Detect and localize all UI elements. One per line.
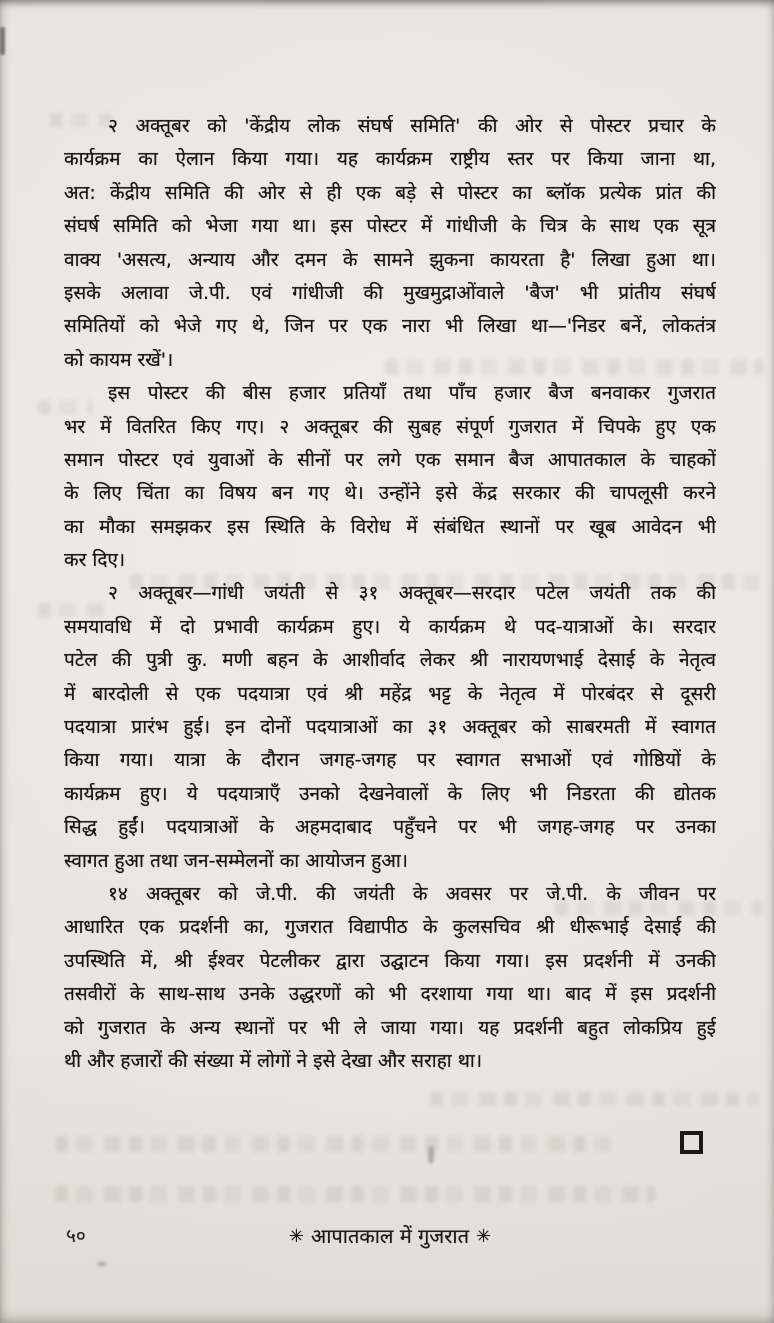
text-line: को गुजरात के अन्य स्थानों पर भी ले जाया गया। यह प्रदर्शनी बहुत लोकप्रिय हुई <box>64 1016 716 1039</box>
text-line: उपस्थिति में, श्री ईश्वर पेटलीकर द्वारा उद्घाटन किया गया। इस प्रदर्शनी में उनकी <box>64 949 716 972</box>
text-line: समितियों को भेजे गए थे, जिन पर एक नारा भी लिखा था—'निडर बनें, लोकतंत्र <box>64 315 716 338</box>
text-line: इस पोस्टर की बीस हजार प्रतियाँ तथा पाँच हजार बैज बनवाकर गुजरात <box>108 382 716 405</box>
text-line: २ अक्तूबर को 'केंद्रीय लोक संघर्ष समिति' की ओर से पोस्टर प्रचार के <box>108 115 716 137</box>
text-line: २ अक्तूबर—गांधी जयंती से ३१ अक्तूबर—सरदार पटेल जयंती तक की <box>108 582 716 605</box>
text-line: वाक्य 'असत्य, अन्याय और दमन के सामने झुकना कायरता है' लिखा हुआ था। <box>64 248 716 271</box>
asterisk-ornament-icon: ✳ <box>476 1226 492 1247</box>
bleed-through-smudge <box>430 1092 760 1106</box>
text-line: आधारित एक प्रदर्शनी का, गुजरात विद्यापीठ के कुलसचिव श्री धीरूभाई देसाई की <box>64 916 716 939</box>
text-line: पटेल की पुत्री कु. मणी बहन के आशीर्वाद लेकर श्री नारायणभाई देसाई के नेतृत्व <box>64 649 716 672</box>
text-line: कार्यक्रम का ऐलान किया गया। यह कार्यक्रम राष्ट्रीय स्तर पर किया जाना था, <box>64 148 716 171</box>
text-line: १४ अक्तूबर को जे.पी. की जयंती के अवसर पर जे.पी. के जीवन पर <box>108 882 716 905</box>
text-line: को कायम रखें'। <box>64 348 174 371</box>
text-line: संघर्ष समिति को भेजा गया था। इस पोस्टर में गांधीजी के चित्र के साथ एक सूत्र <box>64 215 716 238</box>
ink-speck <box>97 1262 107 1266</box>
running-title-text: आपातकाल में गुजरात <box>310 1224 469 1248</box>
ink-speck <box>428 1146 434 1164</box>
text-line: अत: केंद्रीय समिति की ओर से ही एक बड़े से पोस्टर का ब्लॉक प्रत्येक प्रांत की <box>64 181 716 204</box>
bleed-through-smudge <box>55 1186 655 1202</box>
text-line: का मौका समझकर इस स्थिति के विरोध में संबंधित स्थानों पर खूब आवेदन भी <box>64 515 716 538</box>
asterisk-ornament-icon: ✳ <box>288 1226 304 1247</box>
text-line: में बारदोली से एक पदयात्रा एवं श्री महेंद्र भट्ट के नेतृत्व में पोरबंदर से दूसरी <box>64 682 716 705</box>
end-of-section-square-icon <box>680 1131 703 1154</box>
text-line: सिद्ध हुईं। पदयात्राओं के अहमदाबाद पहुँचने पर भी जगह-जगह पर उनका <box>64 816 716 839</box>
text-line: समान पोस्टर एवं युवाओं के सीनों पर लगे एक समान बैज आपातकाल के चाहकों <box>64 448 716 471</box>
text-line: कार्यक्रम हुए। ये पदयात्राएँ उनको देखनेवालों के लिए भी निडरता की द्योतक <box>64 782 716 805</box>
text-line: पदयात्रा प्रारंभ हुई। इन दोनों पदयात्राओं का ३१ अक्तूबर को साबरमती में स्वागत <box>64 716 716 739</box>
text-line: थी और हजारों की संख्या में लोगों ने इसे देखा और सराहा था। <box>64 1049 483 1072</box>
text-line: स्वागत हुआ तथा जन-सम्मेलनों का आयोजन हुआ। <box>64 849 408 872</box>
text-line: इसके अलावा जे.पी. एवं गांधीजी की मुखमुद्राओंवाले 'बैज' भी प्रांतीय संघर्ष <box>64 281 716 304</box>
scan-edge-mark <box>0 27 5 55</box>
text-line: तसवीरों के साथ-साथ उनके उद्धरणों को भी दरशाया गया था। बाद में इस प्रदर्शनी <box>64 983 716 1006</box>
running-title <box>64 1222 716 1249</box>
page-number: ५० <box>66 1225 86 1247</box>
text-line: कर दिए। <box>64 549 126 572</box>
text-line: किया गया। यात्रा के दौरान जगह-जगह पर स्वागत सभाओं एवं गोष्ठियों के <box>64 749 716 772</box>
body-text <box>64 110 716 1078</box>
text-line: भर में वितरित किए गए। २ अक्तूबर की सुबह संपूर्ण गुजरात में चिपके हुए एक <box>64 415 716 438</box>
bleed-through-smudge <box>55 1136 615 1152</box>
text-line: समयावधि में दो प्रभावी कार्यक्रम हुए। ये कार्यक्रम थे पद-यात्राओं के। सरदार <box>64 615 716 638</box>
text-line: के लिए चिंता का विषय बन गए थे। उन्होंने इसे केंद्र सरकार की चापलूसी करने <box>64 482 716 505</box>
